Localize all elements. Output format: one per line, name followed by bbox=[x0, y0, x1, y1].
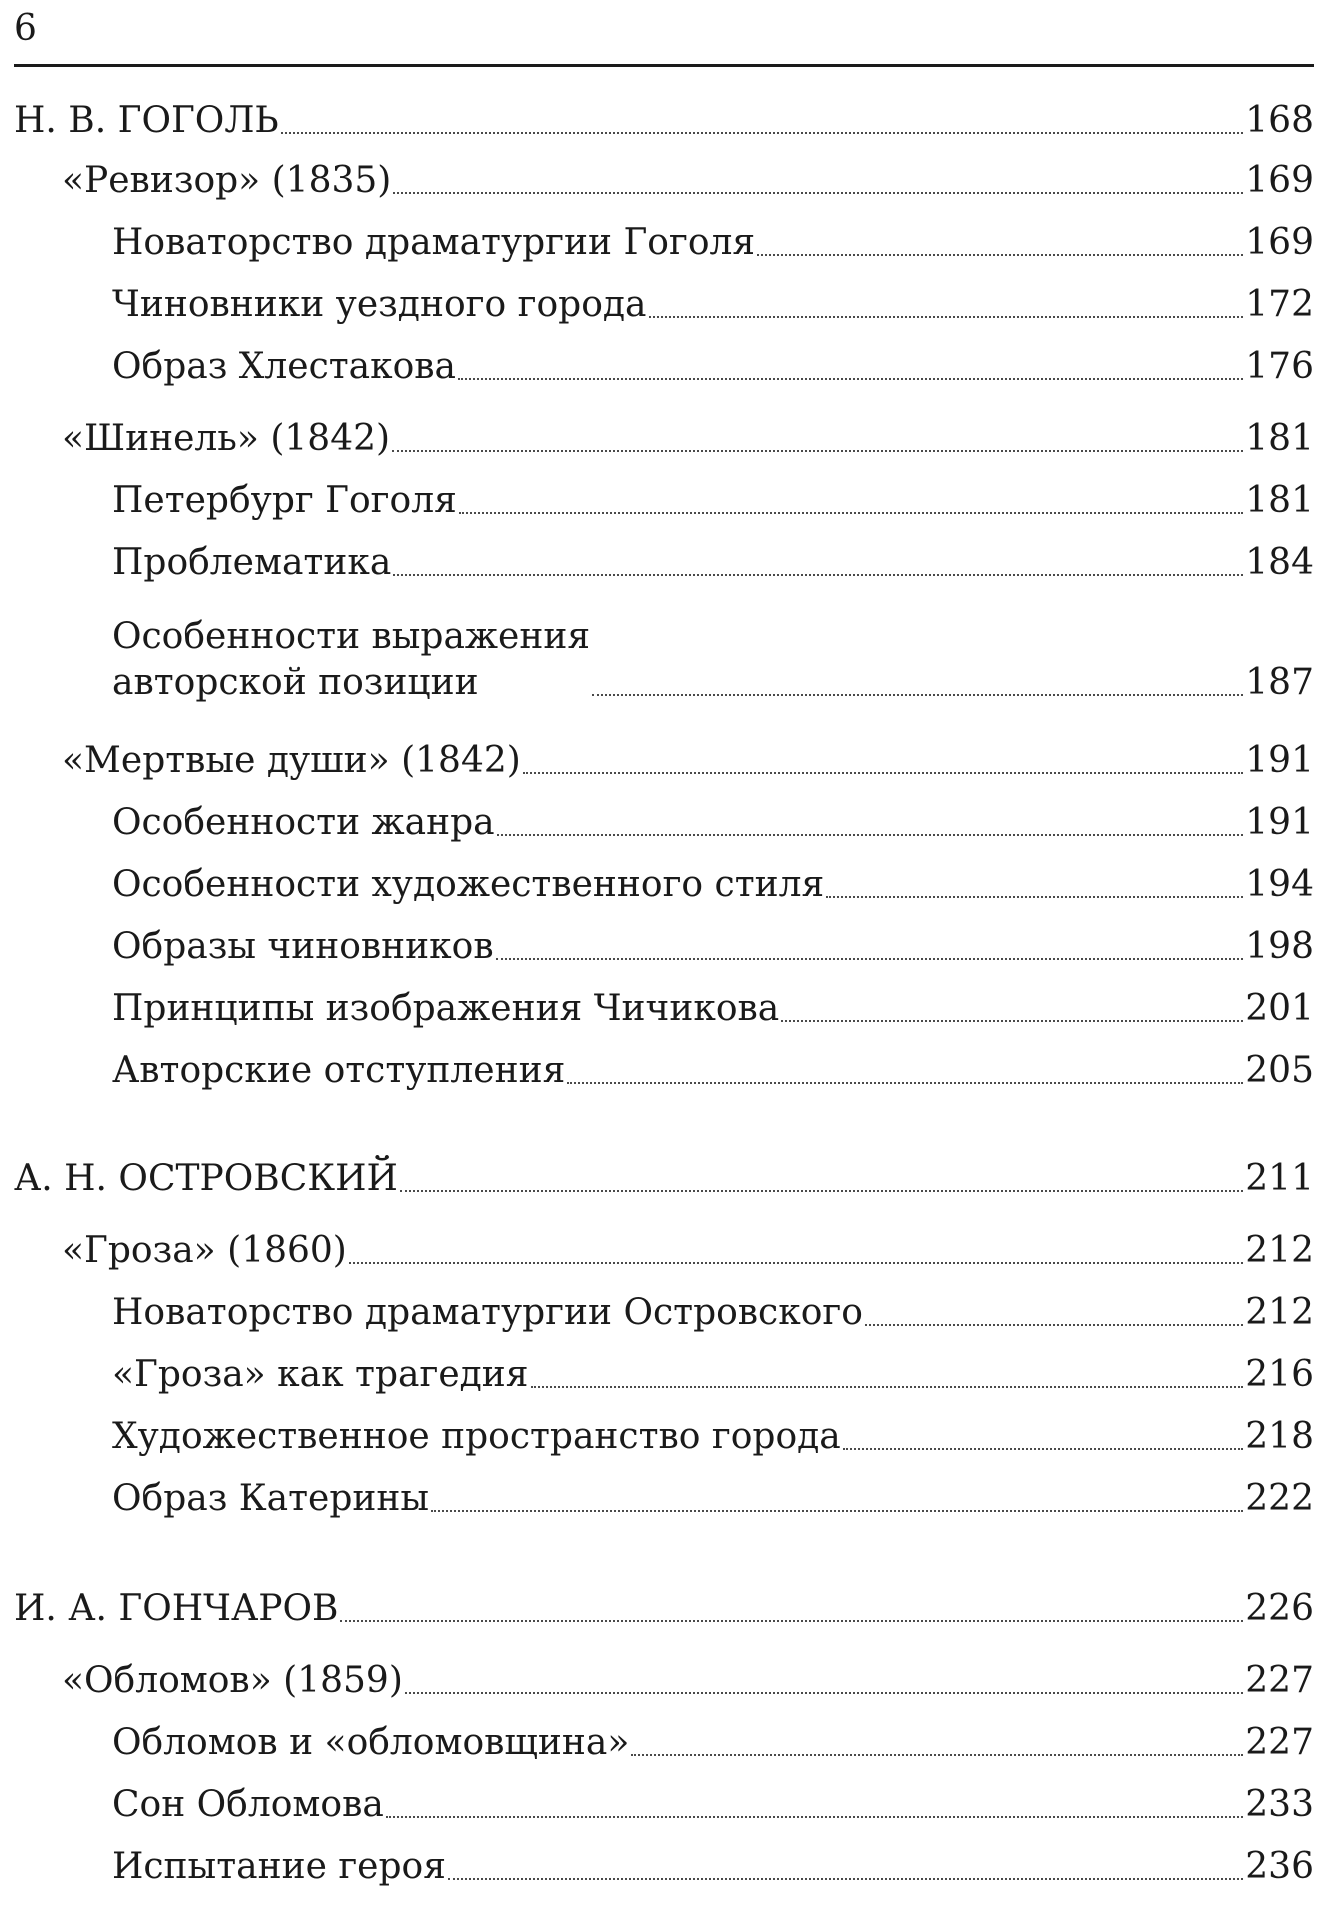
toc-page-number: 233 bbox=[1245, 1784, 1314, 1825]
dot-leader bbox=[405, 1692, 1243, 1694]
toc-page-number: 181 bbox=[1245, 480, 1314, 521]
toc-section-title: Сон Обломова bbox=[112, 1784, 384, 1825]
dot-leader bbox=[496, 958, 1244, 960]
dot-leader bbox=[340, 1620, 1243, 1622]
toc-page-number: 211 bbox=[1245, 1158, 1314, 1199]
toc-page-number: 212 bbox=[1245, 1292, 1314, 1333]
toc-section-entry[interactable] bbox=[112, 282, 1314, 328]
toc-page-number: 184 bbox=[1245, 542, 1314, 583]
toc-section-title-line: Особенности выражения bbox=[112, 616, 591, 657]
toc-section-title: Новаторство драматургии Островского bbox=[112, 1292, 863, 1333]
toc-work-title: «Мертвые души» (1842) bbox=[62, 740, 521, 781]
toc-section-entry[interactable] bbox=[112, 1844, 1314, 1890]
toc-section-entry[interactable] bbox=[112, 1414, 1314, 1460]
toc-section-title: Проблематика bbox=[112, 542, 392, 583]
toc-work-title: «Гроза» (1860) bbox=[62, 1230, 347, 1271]
toc-section-entry[interactable] bbox=[112, 800, 1314, 846]
toc-page-number: 191 bbox=[1245, 802, 1314, 843]
dot-leader bbox=[349, 1262, 1243, 1264]
toc-author-title: И. А. ГОНЧАРОВ bbox=[14, 1588, 339, 1629]
toc-section-entry[interactable] bbox=[112, 1782, 1314, 1828]
dot-leader bbox=[458, 378, 1243, 380]
dot-leader bbox=[649, 316, 1244, 318]
toc-work-entry[interactable] bbox=[62, 1228, 1314, 1274]
toc-page-number: 198 bbox=[1245, 926, 1314, 967]
toc-section-title: Чиновники уездного города bbox=[112, 284, 647, 325]
toc-work-title: «Шинель» (1842) bbox=[62, 418, 391, 459]
toc-section-entry[interactable] bbox=[112, 1290, 1314, 1336]
toc-section-entry[interactable] bbox=[112, 1048, 1314, 1094]
toc-page-number: 236 bbox=[1245, 1846, 1314, 1887]
toc-page-number: 169 bbox=[1245, 222, 1314, 263]
dot-leader bbox=[592, 694, 1243, 696]
toc-page-number: 227 bbox=[1245, 1722, 1314, 1763]
toc-page-number: 227 bbox=[1245, 1660, 1314, 1701]
dot-leader bbox=[393, 192, 1243, 194]
toc-author-entry[interactable] bbox=[14, 1586, 1314, 1632]
toc-section-entry[interactable] bbox=[112, 924, 1314, 970]
toc-section-entry[interactable] bbox=[112, 1720, 1314, 1766]
toc-section-title: Образы чиновников bbox=[112, 926, 494, 967]
toc-section-title: Испытание героя bbox=[112, 1846, 446, 1887]
toc-section-title: Особенности художественного стиля bbox=[112, 864, 825, 905]
dot-leader bbox=[386, 1816, 1243, 1818]
dot-leader bbox=[281, 132, 1244, 134]
toc-page-number: 212 bbox=[1245, 1230, 1314, 1271]
toc-page-number: 168 bbox=[1245, 100, 1314, 141]
toc-section-title: Принципы изображения Чичикова bbox=[112, 988, 780, 1029]
toc-section-entry[interactable] bbox=[112, 540, 1314, 586]
toc-work-entry[interactable] bbox=[62, 1658, 1314, 1704]
toc-section-title bbox=[112, 614, 590, 706]
toc-section-title: Петербург Гоголя bbox=[112, 480, 457, 521]
toc-section-title: Образ Хлестакова bbox=[112, 346, 457, 387]
toc-section-entry[interactable] bbox=[112, 478, 1314, 524]
toc-section-title: Авторские отступления bbox=[112, 1050, 566, 1091]
dot-leader bbox=[781, 1020, 1243, 1022]
toc-section-title: Художественное пространство города bbox=[112, 1416, 841, 1457]
toc-page-number: 226 bbox=[1245, 1588, 1314, 1629]
toc-page-number: 176 bbox=[1245, 346, 1314, 387]
toc-page-number: 222 bbox=[1245, 1478, 1314, 1519]
toc-work-entry[interactable] bbox=[62, 738, 1314, 784]
toc-work-title: «Обломов» (1859) bbox=[62, 1660, 403, 1701]
toc-section-entry[interactable] bbox=[112, 862, 1314, 908]
toc-page-number: 205 bbox=[1245, 1050, 1314, 1091]
dot-leader bbox=[843, 1448, 1244, 1450]
toc-section-entry[interactable] bbox=[112, 1476, 1314, 1522]
toc-page-number: 187 bbox=[1245, 662, 1314, 703]
dot-leader bbox=[531, 1386, 1244, 1388]
page-number: 6 bbox=[14, 8, 37, 49]
toc-page-number: 181 bbox=[1245, 418, 1314, 459]
toc-page-number: 216 bbox=[1245, 1354, 1314, 1395]
toc-section-entry[interactable] bbox=[112, 220, 1314, 266]
toc-section-title-line: авторской позиции bbox=[112, 662, 479, 703]
toc-section-entry[interactable] bbox=[112, 1352, 1314, 1398]
dot-leader bbox=[631, 1754, 1243, 1756]
toc-work-entry[interactable] bbox=[62, 158, 1314, 204]
toc-section-title: Новаторство драматургии Гоголя bbox=[112, 222, 756, 263]
dot-leader bbox=[497, 834, 1244, 836]
dot-leader bbox=[865, 1324, 1243, 1326]
toc-section-title: Образ Катерины bbox=[112, 1478, 430, 1519]
toc-work-title: «Ревизор» (1835) bbox=[62, 160, 392, 201]
toc-page-number: 169 bbox=[1245, 160, 1314, 201]
toc-section-entry[interactable] bbox=[112, 986, 1314, 1032]
toc-section-entry[interactable] bbox=[112, 614, 1314, 706]
toc-page-number: 218 bbox=[1245, 1416, 1314, 1457]
dot-leader bbox=[431, 1510, 1243, 1512]
dot-leader bbox=[448, 1878, 1243, 1880]
toc-section-title: Особенности жанра bbox=[112, 802, 495, 843]
toc-author-entry[interactable] bbox=[14, 1156, 1314, 1202]
toc-page-number: 194 bbox=[1245, 864, 1314, 905]
toc-author-entry[interactable] bbox=[14, 98, 1314, 144]
toc-page-number: 191 bbox=[1245, 740, 1314, 781]
toc-author-title: А. Н. ОСТРОВСКИЙ bbox=[14, 1158, 398, 1199]
dot-leader bbox=[826, 896, 1243, 898]
toc-section-title: «Гроза» как трагедия bbox=[112, 1354, 529, 1395]
toc-section-entry[interactable] bbox=[112, 344, 1314, 390]
toc-section-title: Обломов и «обломовщина» bbox=[112, 1722, 630, 1763]
toc-author-title: Н. В. ГОГОЛЬ bbox=[14, 100, 279, 141]
dot-leader bbox=[757, 254, 1243, 256]
dot-leader bbox=[400, 1190, 1243, 1192]
dot-leader bbox=[459, 512, 1243, 514]
dot-leader bbox=[392, 450, 1243, 452]
toc-page-number: 201 bbox=[1245, 988, 1314, 1029]
dot-leader bbox=[567, 1082, 1243, 1084]
toc-work-entry[interactable] bbox=[62, 416, 1314, 462]
dot-leader bbox=[393, 574, 1243, 576]
toc-page-number: 172 bbox=[1245, 284, 1314, 325]
dot-leader bbox=[523, 772, 1243, 774]
